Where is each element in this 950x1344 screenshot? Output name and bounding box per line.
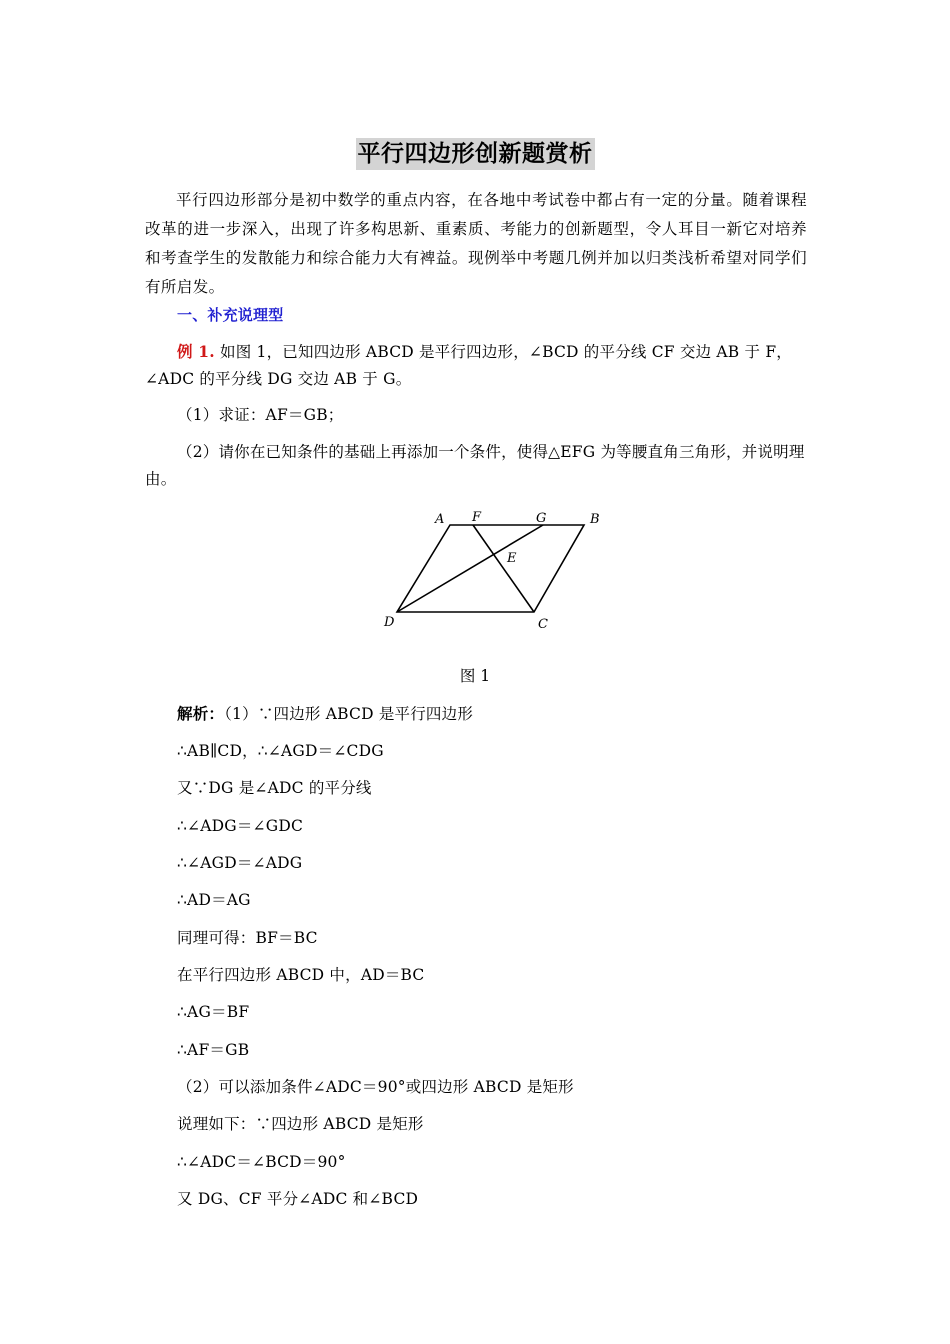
solution-step: 说理如下：∵四边形 ABCD 是矩形 [177, 1115, 424, 1133]
example-text-1: 如图 1，已知四边形 ABCD 是平行四边形，∠BCD 的平分线 CF 交边 AB 于 F， [214, 343, 792, 361]
intro-paragraph: 平行四边形部分是初中数学的重点内容，在各地中考试卷中都占有一定的分量。随着课程改革的进一步深入，出现了许多构思新、重素质、考能力的创新题型，令人耳目一新它对培养和考查学生的发散能力和综合能力大有裨益。现例举中考题几例并加以归类浅析希望对同学们有所启发。 [145, 191, 807, 296]
solution-step: （2）可以添加条件∠ADC＝90°或四边形 ABCD 是矩形 [177, 1078, 574, 1096]
solution-step: 在平行四边形 ABCD 中，AD＝BC [177, 966, 425, 984]
question-1: （1）求证：AF＝GB； [177, 406, 344, 424]
solution-step: ∴AD＝AG [177, 891, 251, 909]
line-cf [473, 525, 534, 612]
figure-parallelogram [380, 505, 620, 635]
figure-caption: 图 1 [459, 667, 491, 685]
example-1-line-1 [177, 339, 792, 365]
solution-label: 解析： [177, 704, 225, 723]
solution-step: ∴AG＝BF [177, 1003, 250, 1021]
solution-step: ∴AF＝GB [177, 1041, 250, 1059]
label-b: B [590, 512, 600, 527]
example-1-line-2: ∠ADC 的平分线 DG 交边 AB 于 G。 [145, 370, 412, 388]
parallelogram-abcd [397, 525, 584, 612]
question-2: （2）请你在已知条件的基础上再添加一个条件，使得△EFG 为等腰直角三角形，并说明理由。 [145, 443, 805, 488]
line-dg [397, 525, 543, 612]
label-c: C [538, 617, 548, 632]
label-a: A [435, 512, 445, 527]
solution-step: ∴∠AGD＝∠ADG [177, 854, 303, 872]
solution-line-0 [177, 701, 473, 727]
example-label: 例 1. [177, 342, 215, 361]
solution-step: 又 DG、CF 平分∠ADC 和∠BCD [177, 1190, 419, 1208]
page-title: 平行四边形创新题赏析 [356, 138, 595, 170]
solution-step: ∴AB∥CD，∴∠AGD＝∠CDG [177, 742, 384, 760]
solution-first: （1）∵四边形 ABCD 是平行四边形 [224, 705, 474, 723]
solution-step: 又∵DG 是∠ADC 的平分线 [177, 779, 372, 797]
solution-step: ∴∠ADG＝∠GDC [177, 817, 304, 835]
label-f: F [472, 510, 482, 525]
label-d: D [384, 615, 395, 630]
section-heading: 一、补充说理型 [177, 306, 284, 324]
page-title-container [0, 138, 950, 170]
label-g: G [536, 511, 547, 526]
label-e: E [507, 551, 517, 566]
parallelogram-lines [397, 525, 584, 612]
solution-step: 同理可得：BF＝BC [177, 929, 318, 947]
solution-step: ∴∠ADC＝∠BCD＝90° [177, 1153, 346, 1171]
